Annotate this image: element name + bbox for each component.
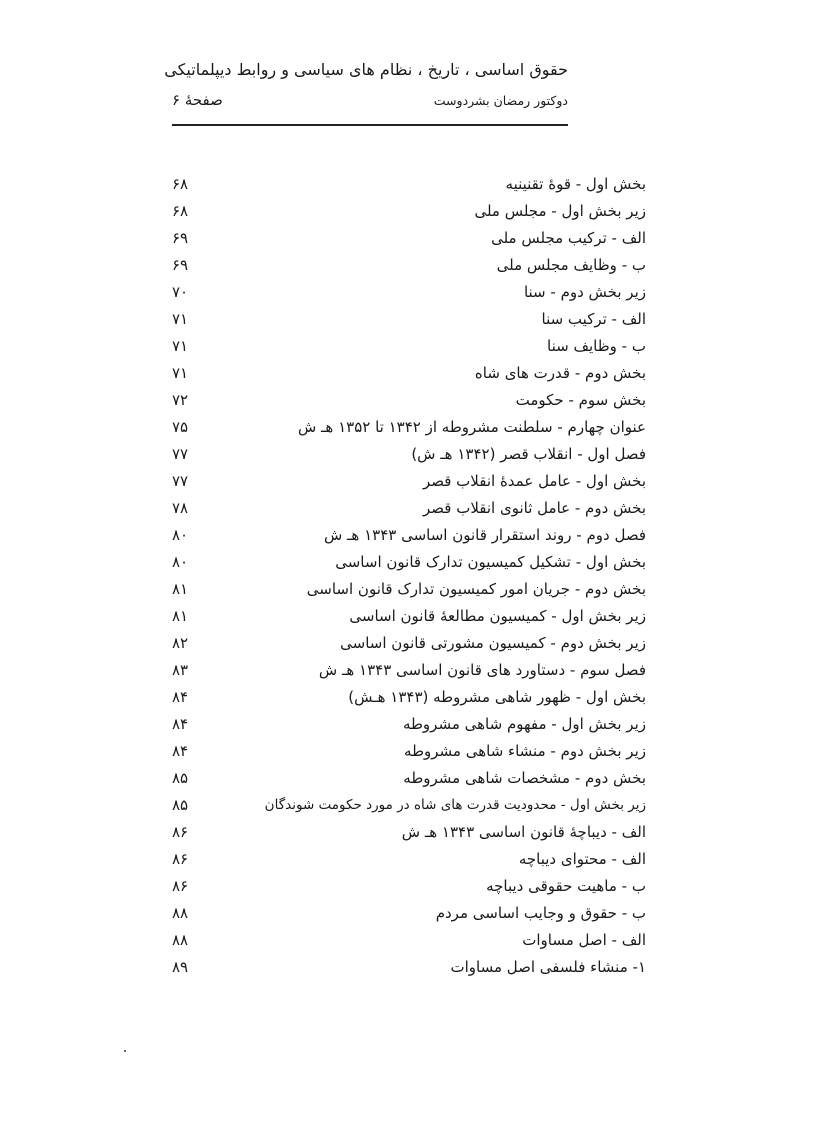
toc-row [0, 660, 816, 687]
toc-entry-page: ۶۹ [172, 256, 189, 274]
toc-entry-page: ۸۱ [172, 607, 189, 625]
toc-row [0, 309, 816, 336]
toc-row [0, 255, 816, 282]
toc-row [0, 228, 816, 255]
toc-entry-title: فصل سوم - دستاورد های قانون اساسی ۱۳۴۳ هـ ش [318, 661, 646, 679]
toc-entry-page: ۶۸ [172, 175, 189, 193]
toc-entry-page: ۸۱ [172, 580, 189, 598]
page-number: صفحهٔ ۶ [172, 91, 223, 109]
header-divider [172, 124, 568, 126]
toc-entry-page: ۸۸ [172, 904, 189, 922]
toc-entry-title: ب - وظایف سنا [547, 337, 646, 355]
toc-entry-title: زیر بخش اول - محدودیت قدرت های شاه در مورد حکومت شوندگان [264, 797, 646, 813]
toc-entry-title: ۱- منشاء فلسفی اصل مساوات [450, 958, 646, 976]
toc-entry-title: بخش اول - قوهٔ تقنینیه [505, 175, 646, 193]
toc-row [0, 633, 816, 660]
toc-entry-page: ۸۴ [172, 688, 189, 706]
author-name: دوکتور رمضان بشردوست [433, 93, 568, 108]
toc-entry-page: ۸۲ [172, 634, 189, 652]
toc-row [0, 201, 816, 228]
toc-entry-title: بخش دوم - جریان امور کمیسیون تدارک قانون اساسی [306, 580, 646, 598]
toc-entry-title: بخش دوم - عامل ثانوی انقلاب قصر [423, 499, 646, 517]
toc-entry-page: ۸۰ [172, 526, 189, 544]
toc-entry-page: ۸۹ [172, 958, 189, 976]
toc-entry-title: الف - اصل مساوات [522, 931, 646, 949]
toc-entry-page: ۷۱ [172, 364, 189, 382]
toc-entry-title: زیر بخش دوم - سنا [523, 283, 646, 301]
toc-entry-page: ۸۵ [172, 769, 189, 787]
toc-row [0, 606, 816, 633]
toc-row [0, 741, 816, 768]
toc-row [0, 282, 816, 309]
toc-entry-title: زیر بخش دوم - منشاء شاهی مشروطه [404, 742, 646, 760]
toc-row [0, 714, 816, 741]
toc-entry-page: ۸۰ [172, 553, 189, 571]
toc-entry-page: ۸۶ [172, 823, 189, 841]
toc-entry-title: ب - حقوق و وجایب اساسی مردم [435, 904, 646, 922]
toc-entry-title: بخش اول - عامل عمدهٔ انقلاب قصر [422, 472, 646, 490]
toc-entry-title: بخش دوم - مشخصات شاهی مشروطه [403, 769, 646, 787]
toc-entry-title: فصل دوم - روند استقرار قانون اساسی ۱۳۴۳ هـ ش [323, 526, 646, 544]
toc-entry-page: ۸۴ [172, 742, 189, 760]
toc-row [0, 363, 816, 390]
toc-row [0, 336, 816, 363]
toc-entry-title: زیر بخش اول - مفهوم شاهی مشروطه [402, 715, 646, 733]
toc-row [0, 444, 816, 471]
toc-row [0, 957, 816, 984]
toc-row [0, 822, 816, 849]
toc-row [0, 525, 816, 552]
toc-entry-page: ۷۷ [172, 472, 189, 490]
toc-entry-title: الف - ترکیب مجلس ملی [491, 229, 646, 247]
stray-mark [124, 1050, 126, 1052]
toc-row [0, 795, 816, 822]
toc-entry-title: فصل اول - انقلاب قصر (۱۳۴۲ هـ ش) [411, 445, 646, 463]
toc-entry-title: بخش اول - ظهور شاهی مشروطه (۱۳۴۳ هـش) [348, 688, 646, 706]
toc-entry-page: ۸۳ [172, 661, 189, 679]
toc-row [0, 768, 816, 795]
toc-entry-page: ۷۱ [172, 337, 189, 355]
toc-entry-title: بخش دوم - قدرت های شاه [474, 364, 646, 382]
toc-row [0, 930, 816, 957]
toc-entry-title: ب - وظایف مجلس ملی [496, 256, 646, 274]
toc-entry-title: زیر بخش اول - مجلس ملی [474, 202, 646, 220]
toc-row [0, 174, 816, 201]
toc-entry-page: ۸۶ [172, 850, 189, 868]
toc-row [0, 498, 816, 525]
toc-entry-title: الف - ترکیب سنا [541, 310, 646, 328]
toc-row [0, 579, 816, 606]
toc-row [0, 471, 816, 498]
toc-entry-title: الف - دیباچهٔ قانون اساسی ۱۳۴۳ هـ ش [401, 823, 646, 841]
table-of-contents [0, 174, 816, 984]
toc-entry-page: ۸۵ [172, 796, 189, 814]
toc-entry-page: ۸۶ [172, 877, 189, 895]
toc-entry-title: بخش سوم - حکومت [515, 391, 646, 409]
toc-entry-title: الف - محتوای دیباچه [518, 850, 646, 868]
toc-row [0, 687, 816, 714]
toc-entry-page: ۷۰ [172, 283, 189, 301]
toc-entry-page: ۸۸ [172, 931, 189, 949]
toc-entry-page: ۶۸ [172, 202, 189, 220]
toc-row [0, 390, 816, 417]
toc-entry-page: ۷۵ [172, 418, 189, 436]
toc-row [0, 876, 816, 903]
toc-entry-page: ۷۸ [172, 499, 189, 517]
toc-row [0, 849, 816, 876]
toc-entry-page: ۷۲ [172, 391, 189, 409]
toc-entry-page: ۸۴ [172, 715, 189, 733]
toc-entry-title: ب - ماهیت حقوقی دیباچه [486, 877, 646, 895]
toc-entry-page: ۷۷ [172, 445, 189, 463]
toc-entry-title: بخش اول - تشکیل کمیسیون تدارک قانون اساسی [335, 553, 646, 571]
toc-entry-title: عنوان چهارم - سلطنت مشروطه از ۱۳۴۲ تا ۱۳۵۲ هـ ش [297, 418, 646, 436]
toc-entry-title: زیر بخش دوم - کمیسیون مشورتی قانون اساسی [340, 634, 646, 652]
toc-entry-page: ۶۹ [172, 229, 189, 247]
toc-entry-title: زیر بخش اول - کمیسیون مطالعهٔ قانون اساسی [349, 607, 646, 625]
book-title: حقوق اساسی ، تاریخ ، نظام های سیاسی و روابط دیپلماتیکی [164, 60, 568, 79]
toc-row [0, 417, 816, 444]
toc-row [0, 552, 816, 579]
toc-entry-page: ۷۱ [172, 310, 189, 328]
toc-row [0, 903, 816, 930]
